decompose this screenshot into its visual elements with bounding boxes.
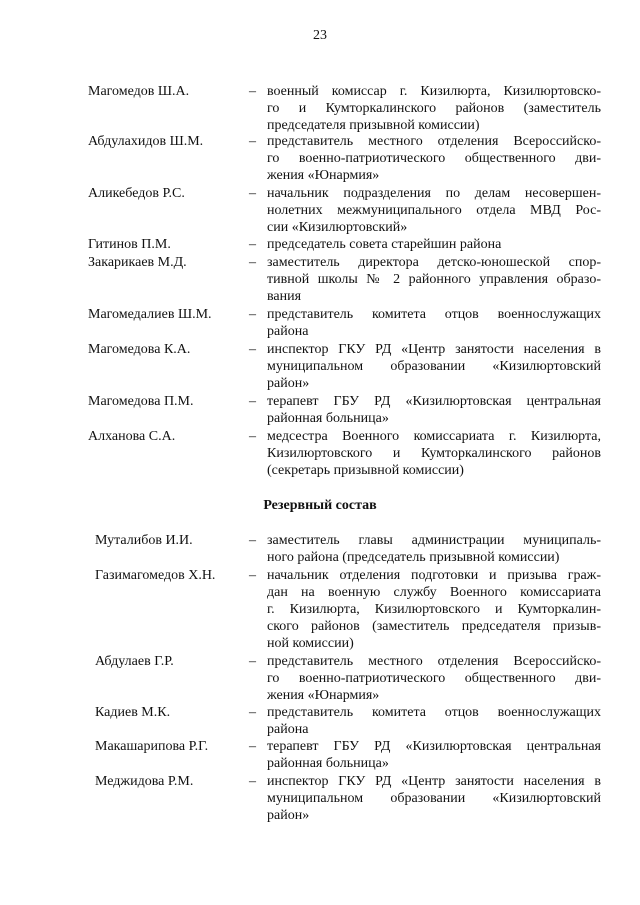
reserve-name: Муталибов И.И. — [95, 533, 193, 548]
reserve-role — [267, 704, 601, 738]
dash-separator: – — [249, 237, 256, 252]
member-role — [267, 393, 601, 427]
role-line: терапевт ГБУ РД «Кизилюртовская центральная — [267, 739, 601, 754]
reserve-heading: Резервный состав — [263, 498, 377, 513]
role-line: заместитель директора детско-юношеской спор- — [267, 255, 601, 270]
member-role — [267, 83, 601, 134]
role-line: заместитель главы администрации муниципаль- — [267, 533, 601, 548]
reserve-name: Макашарипова Р.Г. — [95, 739, 209, 754]
reserve-name: Кадиев М.К. — [95, 705, 171, 720]
role-line: военный комиссар г. Кизилюрта, Кизилюртовско- — [267, 84, 601, 99]
member-name: Магомедов Ш.А. — [88, 84, 190, 99]
role-line: г. Кизилюрта, Кизилюртовского и Кумторкалин- — [267, 602, 601, 617]
dash-separator: – — [249, 84, 256, 99]
role-line: районная больница» — [267, 411, 389, 426]
reserve-role — [267, 567, 601, 652]
member-role — [267, 428, 601, 479]
role-line: района — [267, 324, 309, 339]
member-role — [267, 236, 601, 253]
role-line: (секретарь призывной комиссии) — [267, 463, 464, 478]
role-line: представитель комитета отцов военнослужащих — [267, 705, 601, 720]
role-line: нолетних межмуниципального отдела МВД Рос- — [267, 203, 601, 218]
dash-separator: – — [249, 255, 256, 270]
role-line: терапевт ГБУ РД «Кизилюртовская центральная — [267, 394, 601, 409]
role-line: ного района (председатель призывной комиссии) — [267, 550, 560, 565]
dash-separator: – — [249, 186, 256, 201]
dash-separator: – — [249, 739, 256, 754]
member-name: Гитинов П.М. — [88, 237, 171, 252]
role-line: представитель местного отделения Всероссийско- — [267, 654, 601, 669]
role-line: муниципальном образовании «Кизилюртовский — [267, 359, 601, 374]
dash-separator: – — [249, 533, 256, 548]
role-line: инспектор ГКУ РД «Центр занятости населения в — [267, 774, 601, 789]
role-line: сии «Кизилюртовский» — [267, 220, 408, 235]
member-role — [267, 254, 601, 305]
member-role — [267, 306, 601, 340]
dash-separator: – — [249, 394, 256, 409]
role-line: вания — [267, 289, 302, 304]
role-line: представитель комитета отцов военнослужащих — [267, 307, 601, 322]
member-name: Магомедалиев Ш.М. — [88, 307, 212, 322]
role-line: председателя призывной комиссии) — [267, 118, 480, 133]
role-line: район» — [267, 808, 310, 823]
reserve-name: Абдулаев Г.Р. — [95, 654, 174, 669]
reserve-role — [267, 653, 601, 704]
role-line: представитель местного отделения Всероссийско- — [267, 134, 601, 149]
member-role — [267, 185, 601, 236]
role-line: ского районов (заместитель председателя призыв- — [267, 619, 601, 634]
role-line: тивной школы № 2 районного управления образо- — [267, 272, 601, 287]
dash-separator: – — [249, 568, 256, 583]
member-role — [267, 133, 601, 184]
role-line: Кизилюртовского и Кумторкалинского районов — [267, 446, 601, 461]
member-name: Алханова С.А. — [88, 429, 176, 444]
role-line: начальник подразделения по делам несовершен- — [267, 186, 601, 201]
role-line: дан на военную службу Военного комиссариата — [267, 585, 601, 600]
role-line: муниципальном образовании «Кизилюртовский — [267, 791, 601, 806]
dash-separator: – — [249, 342, 256, 357]
member-name: Аликебедов Р.С. — [88, 186, 185, 201]
page-number: 23 — [313, 28, 327, 43]
reserve-role — [267, 738, 601, 772]
member-role — [267, 341, 601, 392]
reserve-role — [267, 773, 601, 824]
role-line: жения «Юнармия» — [267, 168, 380, 183]
dash-separator: – — [249, 134, 256, 149]
role-line: район» — [267, 376, 310, 391]
role-line: ной комиссии) — [267, 636, 354, 651]
role-line: районная больница» — [267, 756, 389, 771]
dash-separator: – — [249, 654, 256, 669]
member-name: Магомедова П.М. — [88, 394, 194, 409]
role-line: го военно-патриотического общественного дви- — [267, 671, 601, 686]
reserve-name: Меджидова Р.М. — [95, 774, 194, 789]
role-line: инспектор ГКУ РД «Центр занятости населения в — [267, 342, 601, 357]
role-line: жения «Юнармия» — [267, 688, 380, 703]
member-name: Абдулахидов Ш.М. — [88, 134, 204, 149]
role-line: председатель совета старейшин района — [267, 237, 502, 252]
role-line: медсестра Военного комиссариата г. Кизилюрта, — [267, 429, 601, 444]
reserve-name: Газимагомедов Х.Н. — [95, 568, 216, 583]
dash-separator: – — [249, 774, 256, 789]
reserve-role — [267, 532, 601, 566]
dash-separator: – — [249, 307, 256, 322]
member-name: Закарикаев М.Д. — [88, 255, 187, 270]
role-line: начальник отделения подготовки и призыва граж- — [267, 568, 601, 583]
role-line: района — [267, 722, 309, 737]
dash-separator: – — [249, 705, 256, 720]
role-line: го военно-патриотического общественного дви- — [267, 151, 601, 166]
role-line: го и Кумторкалинского районов (заместитель — [267, 101, 601, 116]
dash-separator: – — [249, 429, 256, 444]
member-name: Магомедова К.А. — [88, 342, 191, 357]
